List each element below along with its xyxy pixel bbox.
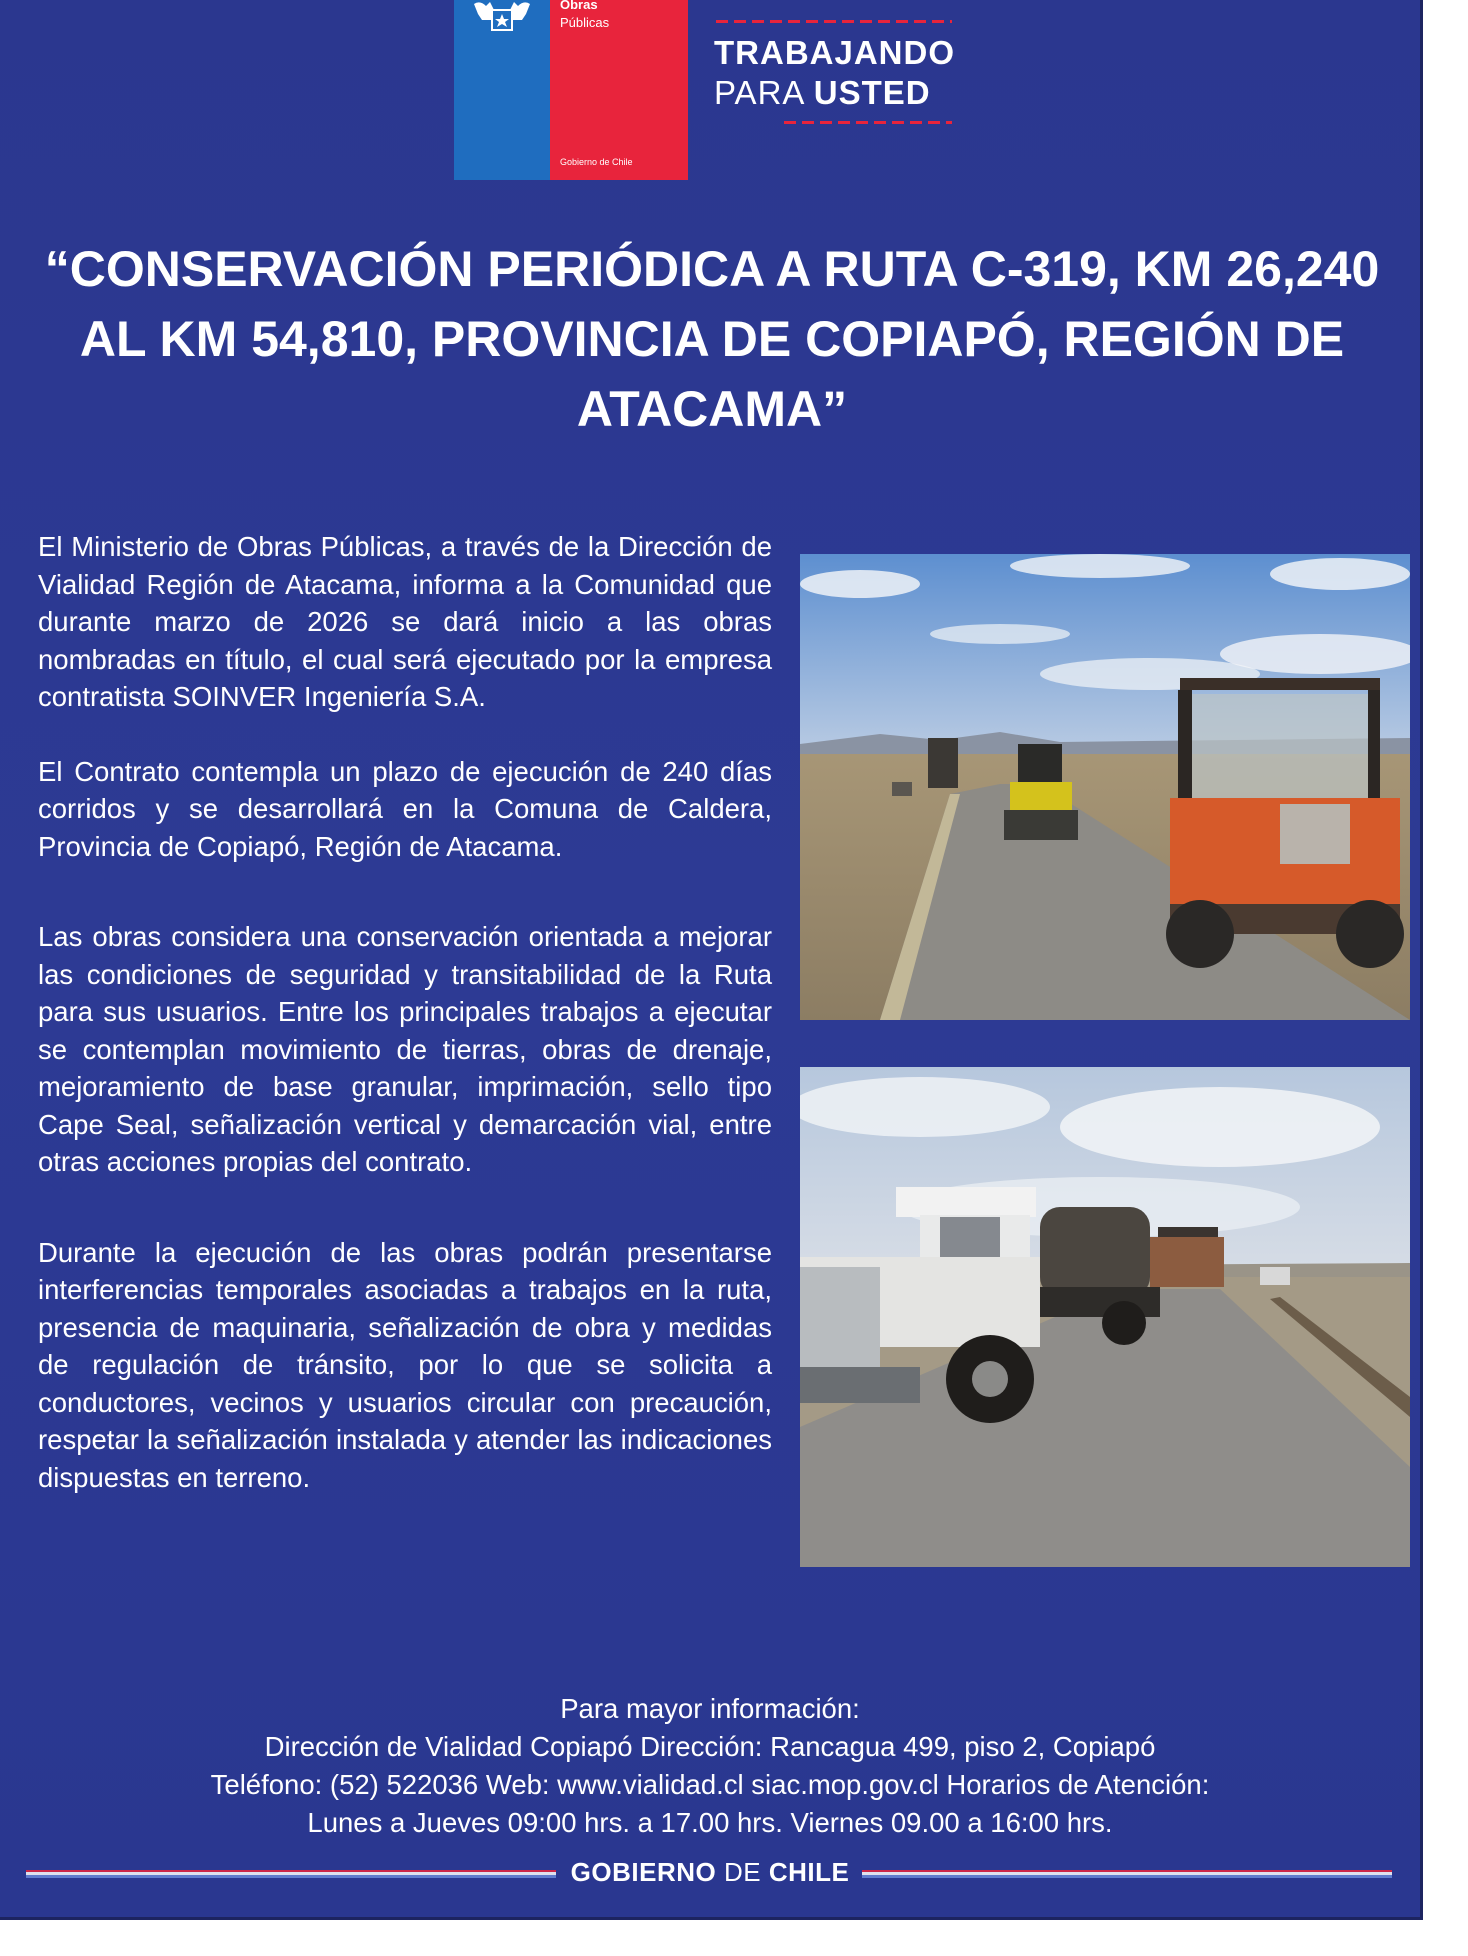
footer-more-info: Para mayor información: — [560, 1693, 860, 1724]
footer-address: Dirección de Vialidad Copiapó Dirección: Rancagua 499, piso 2, Copiapó — [264, 1731, 1156, 1762]
de-word: DE — [723, 1857, 762, 1887]
paragraph-interferences: Durante la ejecución de las obras podrán presentarse interferencias temporales asociadas a trabajos en la ruta, presencia de maquinaria, señalización de obra y medidas de regulación de tránsito, por lo que se solicita a conductores, vecinos y usuarios circular con precaución, respetar la señalización instalada y atender las indicaciones dispuestas en terreno. — [38, 1236, 772, 1493]
tagline-dash-top — [716, 20, 952, 23]
logo-gobierno-de-chile: Gobierno de Chile — [560, 157, 633, 167]
gobierno-stripe-left — [26, 1870, 556, 1878]
chile-word: CHILE — [768, 1857, 850, 1887]
tagline-usted: USTED — [813, 74, 931, 111]
photo-water-truck — [800, 1067, 1410, 1567]
gobierno-de-chile-label — [560, 1857, 860, 1888]
logo-publicas: Públicas — [560, 15, 610, 30]
gobierno-word: GOBIERNO — [570, 1857, 717, 1887]
paragraph-intro: El Ministerio de Obras Públicas, a través de la Dirección de Vialidad Región de Atacama, informa a la Comunidad que durante marzo de 2026 se dará inicio a las obras nombradas en título, el cual será ejecutado por la empresa contratista SOINVER Ingeniería S.A. — [38, 531, 772, 712]
tagline-dash-bottom — [784, 121, 952, 124]
gobierno-stripe-right — [862, 1870, 1392, 1878]
paragraph-works: Las obras considera una conservación orientada a mejorar las condiciones de seguridad y transitabilidad de la Ruta para sus usuarios. Entre los principales trabajos a ejecutar se contemplan movimiento de tierras, obras de drenaje, mejoramiento de base granular, imprimación, sello tipo Cape Seal, señalización vertical y demarcación vial, entre otras acciones propias del contrato. — [38, 921, 772, 1177]
coat-of-arms-icon — [466, 0, 538, 36]
logo-obras: Obras — [560, 0, 598, 12]
footer-phone-web: Teléfono: (52) 522036 Web: www.vialidad.cl siac.mop.gov.cl Horarios de Atención: — [210, 1769, 1210, 1800]
page-edge-bottom — [0, 1917, 1423, 1920]
photo-road-machinery — [800, 554, 1410, 1020]
contact-footer — [100, 1690, 1320, 1842]
tagline-para: PARA — [714, 74, 804, 111]
tagline-trabajando: TRABAJANDO — [714, 34, 955, 71]
page-title: “CONSERVACIÓN PERIÓDICA A RUTA C-319, KM 26,240 AL KM 54,810, PROVINCIA DE COPIAPÓ, REGIÓN DE ATACAMA” — [44, 241, 1380, 437]
tagline-para-usted — [714, 74, 931, 112]
footer-hours: Lunes a Jueves 09:00 hrs. a 17.00 hrs. Viernes 09.00 a 16:00 hrs. — [307, 1807, 1113, 1838]
paragraph-contract: El Contrato contempla un plazo de ejecución de 240 días corridos y se desarrollará en la Comuna de Caldera, Provincia de Copiapó, Región de Atacama. — [38, 755, 772, 862]
body-text — [38, 528, 772, 1496]
page-edge-right — [1420, 0, 1423, 1920]
